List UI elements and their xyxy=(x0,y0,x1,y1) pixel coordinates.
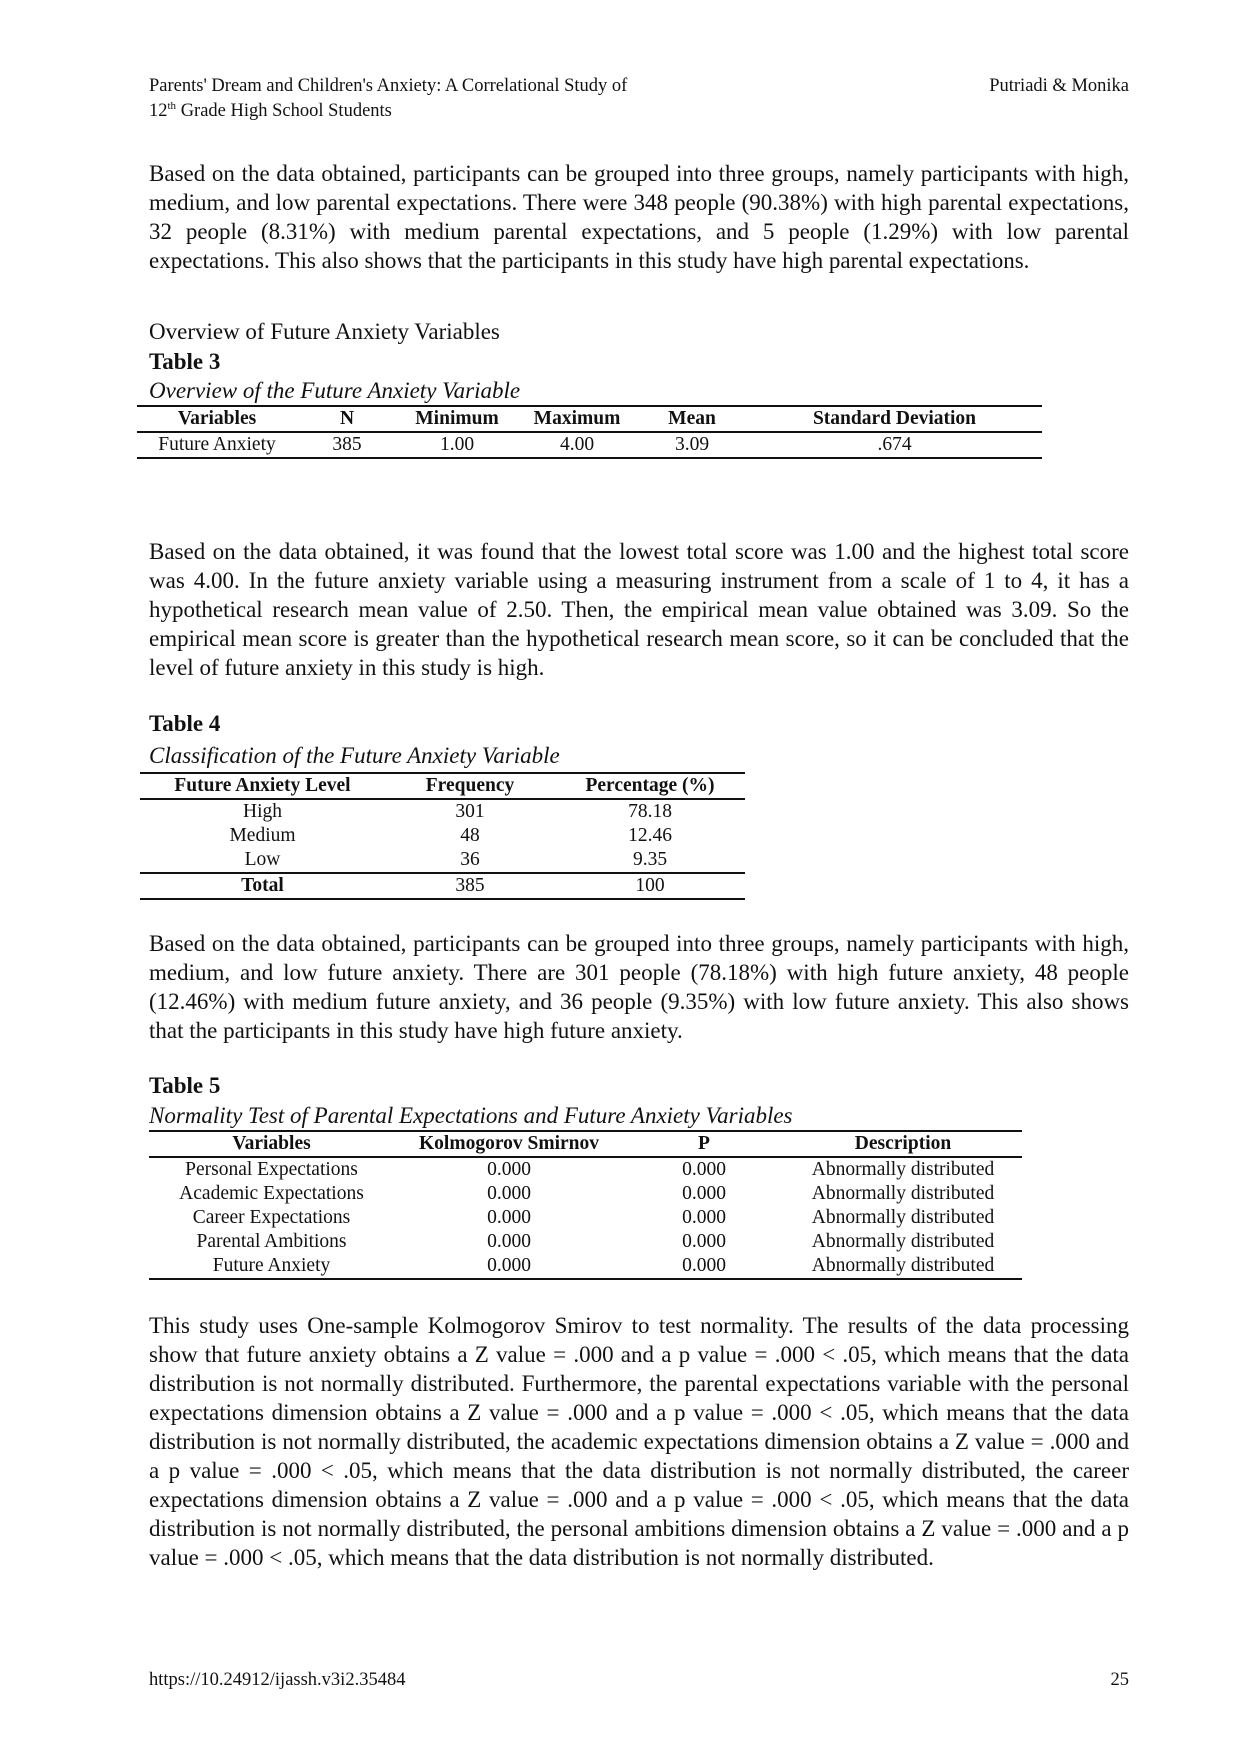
table-cell: 0.000 xyxy=(487,1207,531,1228)
table-cell: 12.46 xyxy=(628,825,672,846)
page-footer xyxy=(149,1670,1129,1691)
table5-header-cell: P xyxy=(624,1131,784,1157)
table-cell: Future Anxiety xyxy=(137,432,297,458)
table5-number: Table 5 xyxy=(149,1073,221,1098)
table4-header-cell: Frequency xyxy=(385,773,555,799)
table-cell: 48 xyxy=(460,825,480,846)
table-cell: Abnormally distributed xyxy=(811,1231,995,1252)
table3-header-cell: Maximum xyxy=(517,406,637,432)
table-cell: Future Anxiety xyxy=(149,1254,394,1279)
table5-header-cell: Kolmogorov Smirnov xyxy=(394,1131,624,1157)
table-cell: 36 xyxy=(460,849,480,870)
table-cell: Parental Ambitions xyxy=(196,1231,347,1252)
table3-header-cell: Standard Deviation xyxy=(747,406,1042,432)
table-cell: Low xyxy=(244,849,281,870)
table3-header-cell: Minimum xyxy=(397,406,517,432)
table4-caption: Classification of the Future Anxiety Variable xyxy=(149,743,560,768)
table5-header-row xyxy=(149,1131,1022,1157)
table-cell: Abnormally distributed xyxy=(811,1207,995,1228)
table-cell: Total xyxy=(140,873,385,899)
table4 xyxy=(140,772,745,900)
table-cell: 0.000 xyxy=(487,1159,531,1180)
section-heading: Overview of Future Anxiety Variables xyxy=(149,319,500,344)
table-cell: Medium xyxy=(229,825,296,846)
table-cell: 0.000 xyxy=(487,1231,531,1252)
paragraph-future-anxiety-overview: Based on the data obtained, it was found that the lowest total score was 1.00 and the highest total score was 4.00. In the future anxiety variable using a measuring instrument from a scale of 1 to 4, it has a hypothetical research mean value of 2.50. Then, the empirical mean value obtained was 3.09. So the empirical mean score is greater than the hypothetical research mean score, so it can be concluded that the level of future anxiety in this study is high. xyxy=(149,539,1129,680)
table-cell: Personal Expectations xyxy=(185,1159,358,1180)
table3-number: Table 3 xyxy=(149,349,221,374)
table-cell: 78.18 xyxy=(628,801,672,822)
table-cell: 9.35 xyxy=(632,849,668,870)
header-title-line1: Parents' Dream and Children's Anxiety: A Correlational Study of xyxy=(149,76,628,96)
table-row xyxy=(137,432,1042,458)
table4-header-cell: Percentage (%) xyxy=(555,773,745,799)
paragraph-parental-groups: Based on the data obtained, participants can be grouped into three groups, namely participants with high, medium, and low parental expectations. There were 348 people (90.38%) with high parental expectations, 32 people (8.31%) with medium parental expectations, and 5 people (1.29%) with low parental expectations. This also shows that the participants in this study have high parental expectations. xyxy=(149,161,1129,273)
table5-header-cell: Description xyxy=(784,1131,1022,1157)
header-title-line2 xyxy=(149,99,849,124)
table-row xyxy=(149,1182,1022,1206)
table5-caption: Normality Test of Parental Expectations and Future Anxiety Variables xyxy=(149,1103,793,1128)
table3-header-cell: Variables xyxy=(137,406,297,432)
table-row xyxy=(140,848,745,873)
table-row xyxy=(140,824,745,848)
table-cell: 1.00 xyxy=(397,432,517,458)
table-row xyxy=(149,1206,1022,1230)
header-title xyxy=(149,74,849,124)
header-grade-number: 12 xyxy=(149,101,168,121)
table-cell: 3.09 xyxy=(637,432,747,458)
table-cell: 100 xyxy=(555,873,745,899)
table-cell: 0.000 xyxy=(682,1207,726,1228)
header-authors: Putriadi & Monika xyxy=(989,76,1129,96)
table-cell: 385 xyxy=(385,873,555,899)
table5 xyxy=(149,1130,1022,1280)
table-cell: 0.000 xyxy=(682,1231,726,1252)
table3-header-cell: N xyxy=(297,406,397,432)
table3-header-row xyxy=(137,406,1042,432)
table-cell: Abnormally distributed xyxy=(811,1159,995,1180)
table5-header-cell: Variables xyxy=(149,1131,394,1157)
table3-header-cell: Mean xyxy=(637,406,747,432)
table-row xyxy=(149,1157,1022,1182)
table-row xyxy=(149,1230,1022,1254)
table-cell: High xyxy=(243,801,282,822)
table-cell: Academic Expectations xyxy=(179,1183,364,1204)
table-row xyxy=(149,1254,1022,1279)
table-cell: Abnormally distributed xyxy=(811,1183,995,1204)
table-cell: 0.000 xyxy=(624,1254,784,1279)
table3-caption: Overview of the Future Anxiety Variable xyxy=(149,378,521,403)
table-cell: Career Expectations xyxy=(192,1207,351,1228)
paragraph-normality-test: This study uses One-sample Kolmogorov Smirov to test normality. The results of the data processing show that future anxiety obtains a Z value = .000 and a p value = .000 < .05, which means that the data distribution is not normally distributed. Furthermore, the parental expectations variable with the personal expectations dimension obtains a Z value = .000 and a p value = .000 < .05, which means that the data distribution is not normally distributed, the academic expectations dimension obtains a Z value = .000 and a p value = .000 < .05, which means that the data distribution is not normally distributed, the career expectations dimension obtains a Z value = .000 and a p value = .000 < .05, which means that the data distribution is not normally distributed, the personal ambitions dimension obtains a Z value = .000 and a p value = .000 < .05, which means that the data distribution is not normally distributed. xyxy=(149,1313,1129,1570)
page-number: 25 xyxy=(1110,1670,1129,1690)
table-cell: Abnormally distributed xyxy=(784,1254,1022,1279)
table3 xyxy=(137,405,1042,459)
table-cell: 4.00 xyxy=(517,432,637,458)
table-cell: 301 xyxy=(455,801,485,822)
table4-total-row xyxy=(140,873,745,899)
table-row xyxy=(140,799,745,824)
header-grade-suffix: th xyxy=(167,99,177,112)
table-cell: 385 xyxy=(297,432,397,458)
paragraph-future-anxiety-groups: Based on the data obtained, participants can be grouped into three groups, namely participants with high, medium, and low future anxiety. There are 301 people (78.18%) with high future anxiety, 48 people (12.46%) with medium future anxiety, and 36 people (9.35%) with low future anxiety. This also shows that the participants in this study have high future anxiety. xyxy=(149,931,1129,1043)
table-cell: .674 xyxy=(747,432,1042,458)
table-cell: 0.000 xyxy=(394,1254,624,1279)
table4-header-row xyxy=(140,773,745,799)
table4-number: Table 4 xyxy=(149,711,221,736)
footer-doi: https://10.24912/ijassh.v3i2.35484 xyxy=(149,1670,406,1690)
table-cell: 0.000 xyxy=(682,1183,726,1204)
table-cell: 0.000 xyxy=(487,1183,531,1204)
table4-header-cell: Future Anxiety Level xyxy=(140,773,385,799)
header-grade-text: Grade High School Students xyxy=(176,101,392,121)
table-cell: 0.000 xyxy=(682,1159,726,1180)
